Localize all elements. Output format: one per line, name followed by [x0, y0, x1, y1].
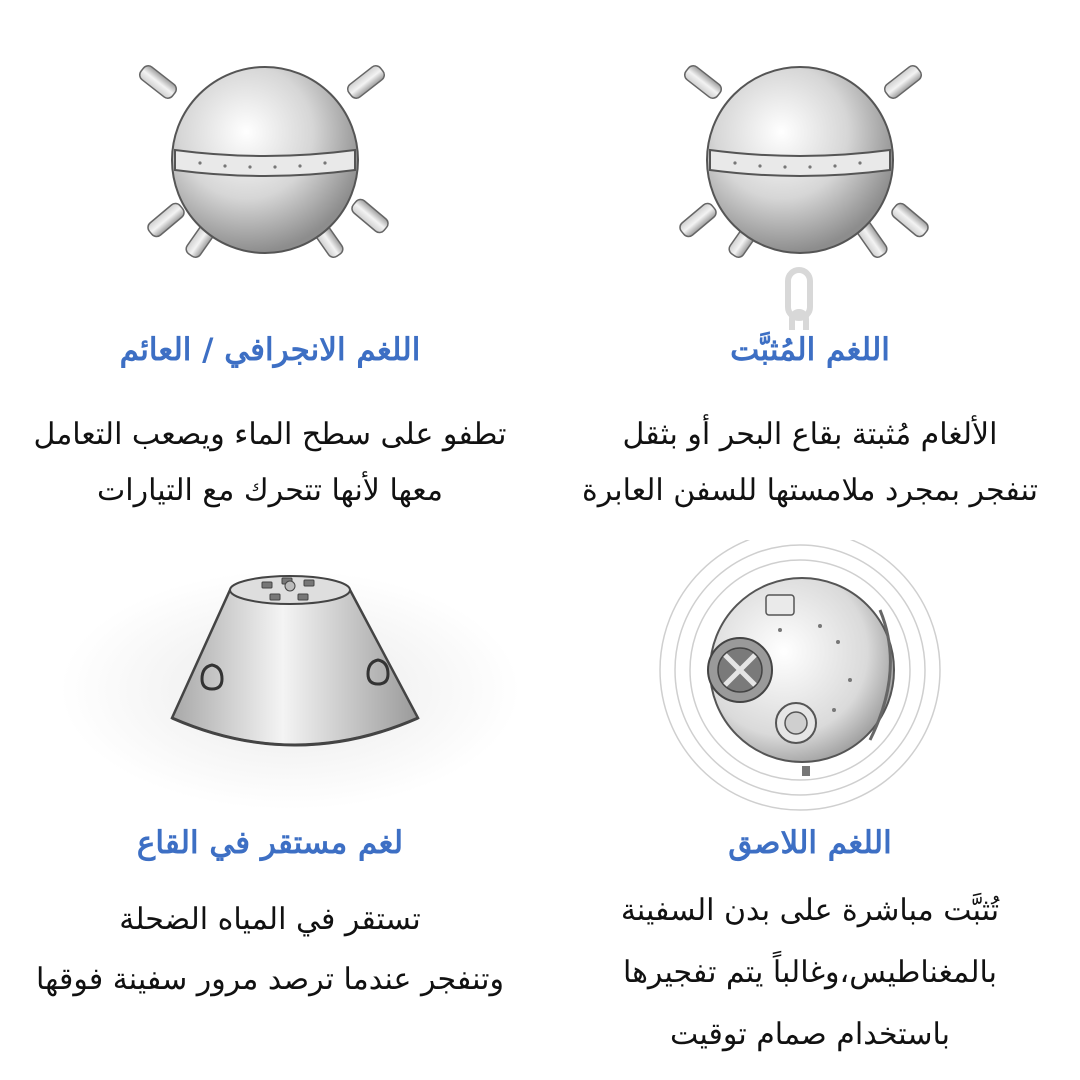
- description-line: تنفجر بمجرد ملامستها للسفن العابرة: [582, 473, 1038, 508]
- limpet-mine-icon: [540, 540, 1080, 820]
- panel-drifting-mine: [0, 0, 540, 540]
- bottom-mine-icon: [0, 540, 540, 820]
- floating-sea-mine-icon: [0, 0, 540, 330]
- panel-description: [0, 407, 540, 519]
- description-line: وتنفجر عندما ترصد مرور سفينة فوقها: [36, 962, 504, 997]
- panel-title: اللغم المُثبَّت: [730, 332, 890, 368]
- chained-sea-mine-icon: [540, 0, 1080, 330]
- description-line: معها لأنها تتحرك مع التيارات: [97, 473, 443, 508]
- panel-title: لغم مستقر في القاع: [136, 825, 404, 861]
- description-line: بالمغناطيس،وغالباً يتم تفجيرها: [622, 955, 998, 990]
- description-line: تطفو على سطح الماء ويصعب التعامل: [33, 417, 507, 452]
- panel-anchored-mine: [540, 0, 1080, 540]
- description-line: الألغام مُثبتة بقاع البحر أو بثقل: [622, 417, 998, 452]
- panel-description: [540, 407, 1080, 519]
- panel-title: اللغم الانجرافي / العائم: [119, 332, 421, 368]
- panel-description: [540, 880, 1080, 1066]
- panel-limpet-mine: [540, 540, 1080, 1080]
- panel-description: [0, 890, 540, 1010]
- description-line: باستخدام صمام توقيت: [669, 1017, 950, 1052]
- description-line: تستقر في المياه الضحلة: [119, 902, 421, 937]
- panel-bottom-mine: [0, 540, 540, 1080]
- description-line: تُثبَّت مباشرة على بدن السفينة: [620, 893, 1000, 928]
- panel-title: اللغم اللاصق: [728, 825, 892, 861]
